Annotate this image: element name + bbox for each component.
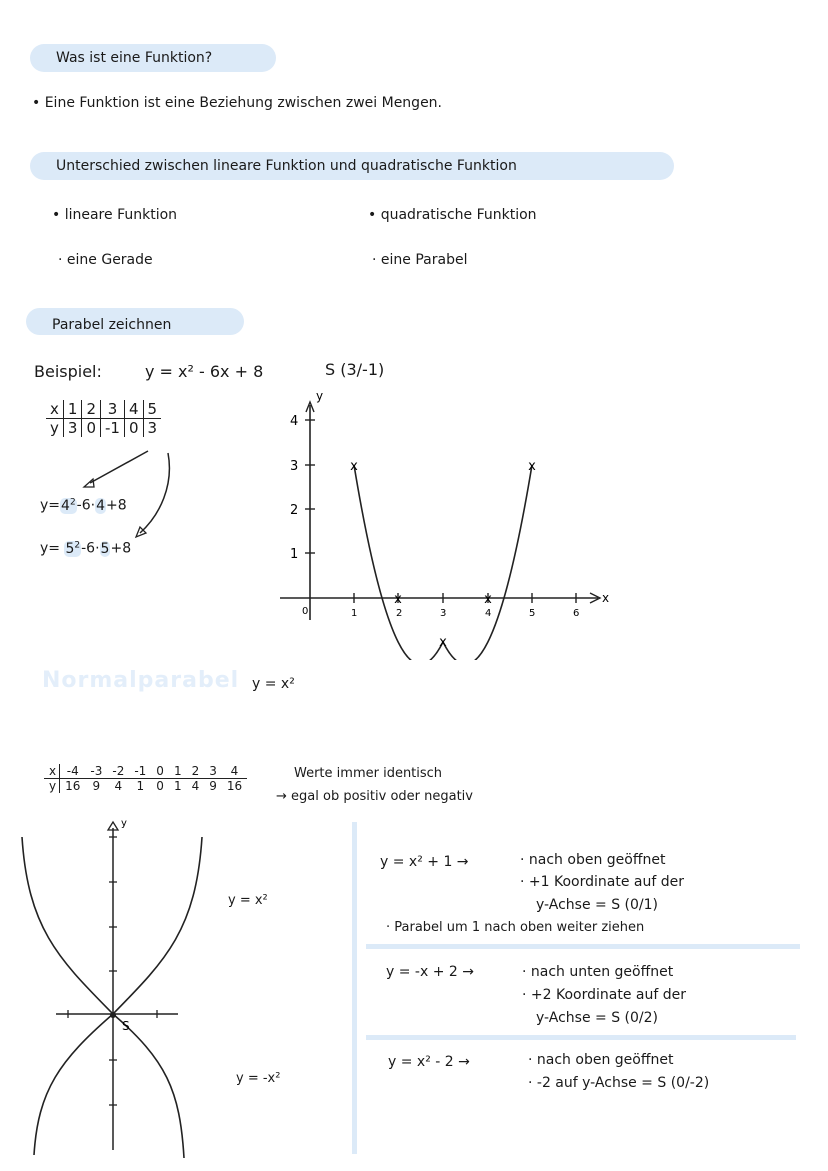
block-line: · nach oben geöffnet (520, 852, 666, 868)
normalparabel-equation (252, 676, 295, 692)
section-header-parabel-zeichnen (26, 308, 244, 335)
section-header-unterschied (30, 152, 674, 180)
definition-text: • Eine Funktion ist eine Beziehung zwischen zwei Mengen. (32, 95, 443, 111)
upper-curve-label: y = x² (228, 893, 268, 908)
section-header-label: Was ist eine Funktion? (56, 50, 213, 66)
table-row (44, 779, 247, 794)
calc-exp: 2 (69, 497, 76, 507)
calc-suffix: +8 (106, 497, 127, 514)
table-cell: 0 (124, 419, 143, 438)
table-cell: 4 (222, 764, 247, 779)
svg-text:x: x (528, 459, 536, 474)
svg-text:4: 4 (485, 608, 492, 619)
table-cell: y (44, 779, 60, 794)
svg-text:2: 2 (396, 608, 403, 619)
block-line: · +1 Koordinate auf der (520, 874, 684, 890)
block-equation: y = -x + 2 → (386, 964, 474, 980)
svg-text:1: 1 (290, 547, 299, 562)
table-cell: -3 (85, 764, 107, 779)
table-cell: 4 (124, 400, 143, 419)
table-cell: 3 (63, 419, 82, 438)
svg-text:3: 3 (290, 459, 299, 474)
table-row (46, 400, 161, 419)
linear-detail: · eine Gerade (58, 252, 153, 268)
normalparabel-table (44, 764, 247, 793)
table-cell: x (46, 400, 63, 419)
table-cell: 1 (169, 764, 187, 779)
note-identical: Werte immer identisch (294, 766, 443, 781)
svg-text:4: 4 (290, 414, 299, 429)
table-cell: 3 (143, 419, 161, 438)
calc-base: 4 (61, 497, 70, 514)
table-cell: 4 (191, 779, 200, 793)
table-cell: 1 (173, 779, 182, 793)
block-line: · nach oben geöffnet (528, 1052, 674, 1068)
example-equation: y = x² - 6x + 8 (145, 362, 264, 381)
table-cell: -1 (129, 764, 151, 779)
table-cell: y (50, 419, 59, 437)
parabola-chart (270, 380, 620, 660)
table-row (44, 764, 247, 779)
svg-text:x: x (350, 459, 358, 474)
table-cell: 9 (92, 779, 101, 793)
block-line: y-Achse = S (0/2) (536, 1010, 659, 1026)
table-cell: 4 (114, 779, 123, 793)
section-header-label: Parabel zeichnen (52, 316, 172, 333)
calculation-2 (40, 540, 131, 557)
svg-text:0: 0 (302, 606, 309, 617)
table-cell: 3 (204, 764, 222, 779)
block-line: y-Achse = S (0/1) (536, 897, 659, 913)
divider-horizontal (366, 944, 800, 949)
svg-text:y: y (121, 818, 127, 829)
table-cell: 9 (209, 779, 217, 793)
lower-curve-label: y = -x² (236, 1071, 281, 1086)
value-table (46, 400, 161, 437)
svg-text:5: 5 (529, 608, 536, 619)
arrows-icon (60, 445, 200, 545)
calc-prefix: y= (40, 540, 61, 557)
table-cell: 2 (82, 400, 101, 419)
table-cell: 0 (151, 764, 169, 779)
svg-text:x: x (439, 635, 447, 650)
block-equation: y = x² - 2 → (388, 1054, 470, 1070)
block-line: · +2 Koordinate auf der (522, 987, 686, 1003)
svg-text:6: 6 (573, 608, 580, 619)
quadratic-detail: · eine Parabel (372, 252, 468, 268)
svg-text:x: x (394, 592, 402, 607)
table-cell: -2 (107, 764, 129, 779)
y-axis-label: y (316, 389, 324, 403)
block-extra: · Parabel um 1 nach oben weiter ziehen (386, 920, 645, 935)
table-cell: -1 (100, 419, 124, 438)
svg-text:1: 1 (351, 608, 358, 619)
table-cell: 16 (226, 779, 243, 793)
calc-mid: -6· (81, 540, 100, 557)
normalparabel-chart (0, 810, 320, 1171)
divider-horizontal (366, 1035, 796, 1040)
section-header-funktion (30, 44, 276, 72)
block-line: · -2 auf y-Achse = S (0/-2) (528, 1075, 710, 1091)
table-cell: -4 (60, 764, 86, 779)
calculation-1 (40, 497, 127, 514)
linear-title: • lineare Funktion (52, 207, 178, 223)
svg-text:x: x (484, 592, 492, 607)
table-cell: 1 (63, 400, 82, 419)
vertex-label: S (3/-1) (325, 360, 385, 379)
table-cell: 3 (100, 400, 124, 419)
calc-base: 5 (65, 540, 75, 557)
calc-mid: -6· (76, 497, 96, 514)
calc-val: 5 (100, 540, 110, 557)
vertex-label: S (122, 1019, 130, 1033)
block-equation: y = x² + 1 → (380, 854, 469, 870)
table-cell: 1 (136, 779, 145, 793)
table-cell: 5 (143, 400, 161, 419)
calc-prefix: y= (40, 497, 61, 514)
table-cell: 0 (156, 779, 164, 793)
note-sign: → egal ob positiv oder negativ (276, 789, 473, 804)
table-cell: 2 (187, 764, 205, 779)
calc-exp: 2 (74, 540, 81, 550)
divider-vertical (352, 822, 357, 1154)
block-line: · nach unten geöffnet (522, 964, 674, 980)
table-cell: 16 (65, 779, 81, 793)
normalparabel-title: Normalparabel (42, 668, 240, 693)
table-cell: x (44, 764, 60, 779)
quadratic-title: • quadratische Funktion (368, 207, 537, 223)
svg-text:2: 2 (290, 503, 299, 518)
calc-suffix: +8 (110, 540, 132, 557)
table-cell: 0 (82, 419, 101, 438)
example-label: Beispiel: (34, 362, 102, 381)
table-row (46, 419, 161, 438)
calc-val: 4 (96, 497, 106, 514)
x-axis-label: x (602, 591, 610, 605)
equation-text: y = x² (252, 676, 295, 692)
svg-text:3: 3 (440, 608, 447, 619)
section-header-label: Unterschied zwischen lineare Funktion und quadratische Funktion (56, 158, 517, 174)
